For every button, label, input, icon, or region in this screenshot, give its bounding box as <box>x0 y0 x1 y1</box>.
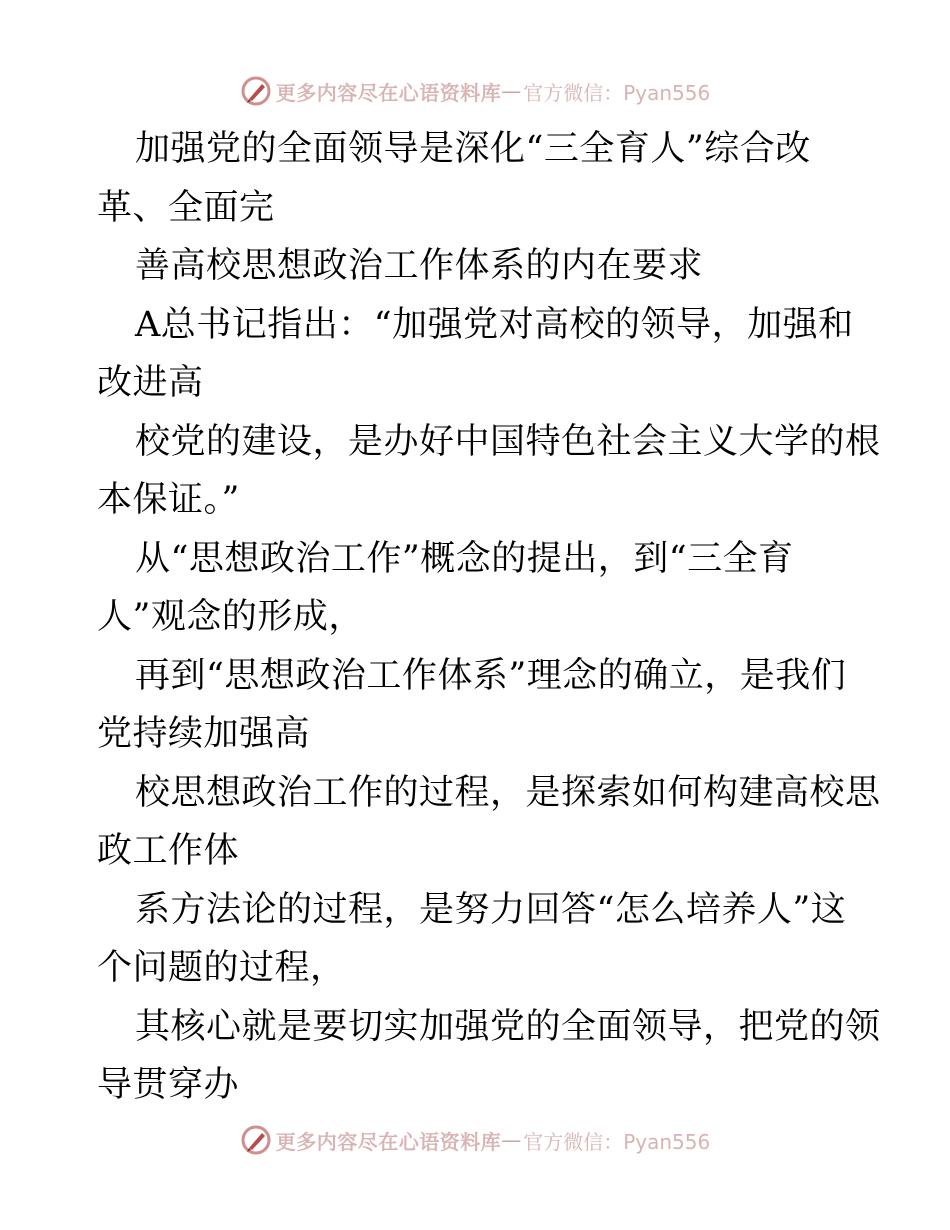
watermark-text: 更多内容尽在心语资料库 <box>275 80 502 105</box>
text-line: 人”观念的形成， <box>97 597 364 637</box>
watermark-text: 更多内容尽在心语资料库 <box>275 1129 502 1154</box>
watermark-wechat: 官方微信：Pyan556 <box>523 1129 711 1154</box>
text-line: 本保证。” <box>97 480 240 520</box>
text-line: A总书记指出：“加强党对高校的领导，加强和 <box>135 304 854 345</box>
quill-pen-logo-icon <box>240 75 272 107</box>
watermark-separator: — <box>501 79 522 103</box>
text-line: 改进高 <box>97 363 204 403</box>
text-line: 导贯穿办 <box>97 1065 240 1105</box>
text-line: 校党的建设，是办好中国特色社会主义大学的根 <box>135 421 881 462</box>
text-line: 加强党的全面领导是深化“三全育人”综合改 <box>135 129 811 169</box>
text-line: 政工作体 <box>97 831 240 871</box>
watermark-separator: — <box>501 1128 522 1152</box>
document-body <box>97 120 881 1115</box>
watermark-wechat: 官方微信：Pyan556 <box>523 80 711 105</box>
text-line: 革、全面完 <box>97 187 275 228</box>
text-line: 个问题的过程， <box>97 948 346 988</box>
text-line: 系方法论的过程，是努力回答“怎么培养人”这 <box>135 889 847 930</box>
footer-watermark <box>0 1120 950 1160</box>
header-watermark <box>0 71 950 111</box>
quill-pen-logo-icon <box>240 1124 272 1156</box>
text-line: 其核心就是要切实加强党的全面领导，把党的领 <box>135 1006 881 1047</box>
text-line: 从“思想政治工作”概念的提出，到“三全育 <box>135 538 794 579</box>
text-line: 再到“思想政治工作体系”理念的确立，是我们 <box>135 655 847 696</box>
text-line: 校思想政治工作的过程，是探索如何构建高校思 <box>135 772 881 813</box>
text-line: 党持续加强高 <box>97 714 311 754</box>
text-line: 善高校思想政治工作体系的内在要求 <box>135 246 704 286</box>
